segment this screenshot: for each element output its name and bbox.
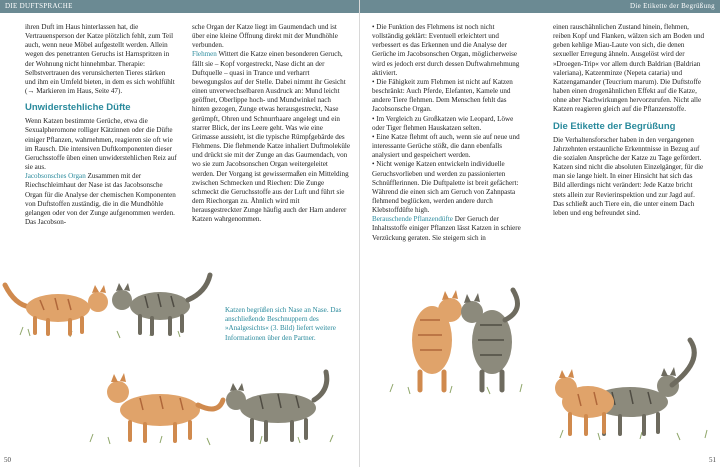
col4-paragraph-1: einen rauschähnlichen Zustand hinein, flehmen, reiben Kopf und Flanken, wälzen sich am Boden und geben kehlige Miau-Laute von sich, die denen sexueller Erregung ähneln. Ausgelöst wird der »Droegen-Trip« vor allem durch Baldrian (Baldrian valeriana), Katzenminze (Nepeta cataria) und Katzengamander (Teucrium marum). Die Duftstoffe haben einen drogenähnlichen Effekt auf die Katze, ohne aber Nachwirkungen hervorzurufen. Nicht alle Katzen reagieren gleich auf die Pflanzenstoffe. bbox=[553, 23, 705, 114]
col1-paragraph-1: ihren Duft im Haus hinterlassen hat, die Vertrauensperson der Katze plötzlich fehlt, zum Teil auch, wenn neue Möbel aufgestellt werden. Allein wegen des penetranten Geruchs ist Harnspritzen in der Wohnung nicht hinnehmbar. Therapie: Selbstvertrauen des verunsicherten Tieres stärken und ihm ein Umfeld bieten, in dem es sich wohlfühlt (→ Markieren im Haus, Seite 47). bbox=[25, 23, 175, 96]
tabby-cat-right-top bbox=[461, 290, 518, 390]
col4-paragraph-2: Die Verhaltensforscher haben in den vergangenen Jahrzehnten erstaunliche Erkenntnisse in Bezug auf die sozialen Ansprüche der Katze zu Tage gefördert. Katzen sind nicht die absoluten Einzelgänger, für die man sie lange hielt. In einer Hinsicht hat sich das Bild allerdings nicht verändert: Jede Katze bricht stets allein zur Revierinspektion und zur Jagd auf. Das schließt auch Tiere ein, die unter einem Dach leben und eng befreundet sind. bbox=[553, 135, 704, 217]
ginger-cat-right-bottom bbox=[555, 369, 614, 434]
bullet-5: • Nicht wenige Katzen entwickeln individuelle Geruchsvorlieben und werden zu passionierten Schnüfflerinnen. Die Duftpalette ist breit gefächert: Während die einen sich am Geruch von Zahnpasta flehmend beglücken, werden andere durch Klebstoffdüfte high. bbox=[372, 160, 519, 215]
page-number-left: 50 bbox=[4, 456, 11, 464]
tabby-cat-bottom-left bbox=[226, 372, 327, 440]
bullet-4: • Eine Katze flehmt oft auch, wenn sie auf neue und interessante Gerüche stößt, die dann ebenfalls analysiert und gespeichert werden. bbox=[372, 132, 520, 160]
keyword-flehmen: Flehmen bbox=[192, 50, 217, 59]
tabby-cat-top-left bbox=[112, 275, 210, 334]
heading-unwiderstehliche-duefte: Unwiderstehliche Düfte bbox=[25, 102, 131, 114]
figure-caption: Katzen begrüßen sich Nase an Nase. Das anschließende Beschnuppern des »Analgesichts« (3. Bild) liefert weitere Informationen über den Partner. bbox=[225, 306, 342, 342]
ginger-cat-top-left bbox=[5, 285, 108, 334]
col2-paragraph-1: sche Organ der Katze liegt im Gaumendach und ist über eine kleine Öffnung direkt mit der Mundhöhle verbunden. bbox=[192, 23, 338, 50]
running-header-right: Die Etikette der Begrüßung bbox=[360, 0, 720, 13]
tabby-cat-right-bottom bbox=[592, 340, 694, 434]
bullet-1: • Die Funktion des Flehmens ist noch nicht vollständig geklärt: Eventuell erleichtert und verbessert es das Erkennen und die Analyse der Gerüche im Jacobsonschen Organ, möglicherweise wird es jedoch erst durch dessen Duftwahrnehmung aktiviert. bbox=[372, 23, 520, 77]
ginger-cat-bottom-left bbox=[107, 373, 223, 441]
col3-paragraph: Der Geruch der Inhaltsstoffe einiger Pflanzen lässt Katzen in schiere Verzückung geraten. Sie steigern sich in bbox=[372, 215, 521, 242]
bullet-2: • Die Fähigkeit zum Flehmen ist nicht auf Katzen beschränkt: Auch Pferde, Elefanten, Kamele und andere Tiere flehmen. Dem Menschen fehlt das Jacobsonsche Organ. bbox=[372, 77, 513, 114]
page-number-right: 51 bbox=[709, 456, 716, 464]
col1-paragraph-2: Wenn Katzen bestimmte Gerüche, etwa die Sexualpheromone rolliger Kätzinnen oder die Düfte einiger Pflanzen, wahrnehmen, reagieren sie oft wie im Rausch. Die intensiven Duftkomponenten dieser Geruchsstoffe üben einen unwiderstehlichen Reiz auf sie aus. bbox=[25, 117, 177, 172]
heading-etikette: Die Etikette der Begrüßung bbox=[553, 120, 676, 132]
running-header-left: DIE DUFTSPRACHE bbox=[0, 0, 360, 13]
col1-paragraph-3: Zusammen mit der Riechschleimhaut der Nase ist das Jacobsonsche Organ für die Analyse der chemischen Komponenten von Duftstoffen zuständig, die in die Mundhöhle gelangen oder von der Zunge aufgenommen werden. Das Jacobson- bbox=[25, 172, 176, 226]
ginger-cat-right-top bbox=[412, 290, 462, 390]
keyword-jacobson: Jacobsonsches Organ bbox=[25, 172, 86, 181]
keyword-pflanzenduefte: Berauschende Pflanzendüfte bbox=[372, 215, 453, 224]
col2-paragraph-2: Wittert die Katze einen besonderen Geruch, fällt sie – Kopf vorgestreckt, Nase dicht an der Duftquelle – quasi in Trance und verharrt bewegungslos auf der Stelle. Dabei nimmt ihr Gesicht einen unverwechselbaren Ausdruck an: Mund leicht geöffnet, Oberlippe hoch- und Mundwinkel nach hinten gezogen, Zunge etwas herausgestreckt, Nase gerümpft, Ohren und Schnurrhaare angelegt und ein starrer Blick, der ins Leere geht. Was wie eine Grimasse aussieht, ist die typische Rümpfgebärde des Flehmens. Die flehmende Katze inhaliert Duftmoleküle und drückt sie mit der Zunge an das Gaumendach, von wo sie zum Jacobsonschen Organ weitergeleitet werden. Der Vorgang ist gewissermaßen ein Mittelding zwischen Schmecken und Riechen: Die Zunge schmeckt die Geruchsstoffe aus der Luft und führt sie dem Riechorgan zu. Ähnlich wird mit herausgestreckter Zunge häufig auch der Harn anderer Katzen wahrgenommen. bbox=[192, 50, 350, 224]
bullet-3: • Im Vergleich zu Großkatzen wie Leopard, Löwe oder Tiger flehmen Hauskatzen selten. bbox=[372, 114, 514, 132]
